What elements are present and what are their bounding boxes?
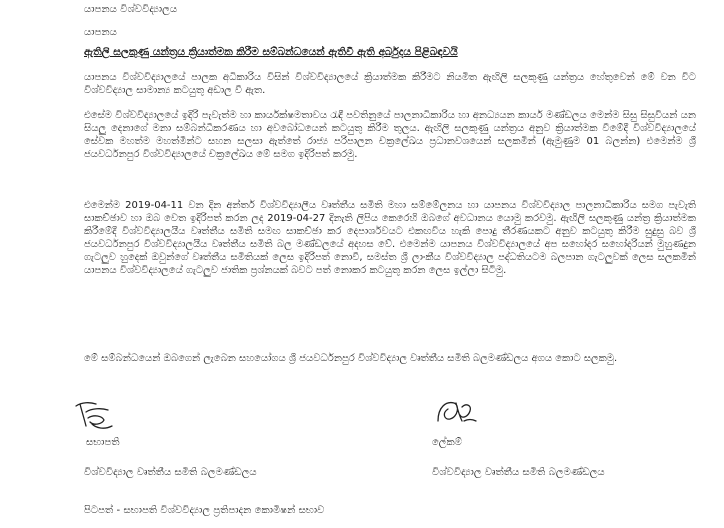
letter-subject: ඇතිලි සලකුණු යන්ත්‍රය ක්‍රියාත්මක කිරීම සම්බන්ධයෙන් ඇතිවී ඇති අර්බුදය පිළිබඳවයි: [84, 46, 458, 58]
paragraph-3: එමෙන්ම 2019-04-11 වන දින අන්තර් විශ්වවිද්‍යාලීය වෘත්තීය සමිති මහා සම්මේලනය හා යාපනය විශ්වවිද්‍යාල පාලනාධිකාරිය සමග පැවැති සාකච්ඡාව හා ඔබ වෙත ඉදිරිපත් කරන ලද 2019-04-27 දිනැති ලිපිය කෙරෙහි ඔබගේ අවධානය යොමු කරවමු. ඇඟිලි සලකුණු යන්ත්‍ර ක්‍රියාත්මක කිරීමේදී විශ්වවිද්‍යාලයීය වෘත්තීය සමිති සමඟ සාකච්ඡා කර දෙපාර්ශවයට එකඟවිය හැකි පොදු තීරණයකට අනුව කටයුතු කිරීම සුදුසු බව ශ්‍රී ජයවර්ධනපුර විශ්වවිද්‍යාලයීය වෘත්තීය සමිති බල මණ්ඩලයේ අදහස වේ. එමෙන්ම යාපනය විශ්වවිද්‍යාලයේ අප සහෝදර සහෝදරියන් මුහුණදුන ගැටලුව හුදෙක් ඔවුන්ගේ වෘත්තීය සමිතියක් ලෙස ඉදිරිපත් නොවී, සමස්ත ශ්‍රී ලාංකීය විශ්වවිද්‍යාල පද්ධතියටම බලපාන ගැටලුවක් ලෙස සලකමින් යාපනය විශ්වවිද්‍යාලයේ ගැටලුව ජාතික ප්‍රශ්නයක් බවට පත් නොකර කටයුතු කරන ලෙස ඉල්ලා සිටිමු.: [84, 200, 696, 276]
secretary-signature-image: [432, 397, 480, 427]
recipient-line-2: යාපනය: [84, 27, 117, 38]
paragraph-4: මේ සම්බන්ධයෙන් ඔබගෙන් ලැබෙන සහයෝගය ශ්‍රී ජයවර්ධනපුර විශ්වවිද්‍යාල වෘත්තීය සමිති බලමණ්ඩලය අගය කොට සලකමු.: [84, 353, 618, 364]
copy-to-line: පිටපත් - සභාපති විශ්වවිද්‍යාල ප්‍රතිපාදන කොමිෂන් සභාව: [84, 505, 325, 516]
recipient-line-1: යාපනය විශ්වවිද්‍යාලය: [84, 4, 178, 15]
chairman-signature-image: [72, 398, 120, 434]
secretary-title: ලේකම්: [432, 437, 463, 448]
chairman-title: සභාපති: [86, 437, 120, 448]
secretary-organization: විශ්වවිද්‍යාල වෘත්තීය සමිති බලමණ්ඩලය: [432, 467, 605, 478]
chairman-organization: විශ්වවිද්‍යාල වෘත්තීය සමිති බලමණ්ඩලය: [84, 467, 257, 478]
paragraph-2: එසේම විශ්වවිද්‍යාලයේ ඉදිරි පැවැත්ම හා කාර්යක්ෂමතාවය රැඳී පවතිනුයේ පාලනාධිකාරිය හා අනධ්‍යයන කාර්ය මණ්ඩලය මෙන්ම සිසු සිසුවියන් යන සියලු දෙනාගේ මනා සම්බන්ධීකරණය හා අවබෝධයෙන් කටයුතු කිරීම තුලය. ඇඟිලි සලකුණු යන්ත්‍රය අනුව ක්‍රියාත්මක වීමේදී විශ්වවිද්‍යාලයේ සේවක මහත්ම මහත්මීන්ට සහන සලසා ඇත්තේ රාජ්‍ය පරිපාලන චක්‍රලේඛය ප්‍රධානවශයෙන් සලකමින් (ඇමුණුම 01 බලන්න) එමෙන්ම ශ්‍රී ජයවර්ධනපුර විශ්වවිද්‍යාලයේ චක්‍රලේඛය මේ සමග ඉදිරිපත් කරමු.: [84, 110, 696, 160]
paragraph-1: යාපනය විශ්වවිද්‍යාලයේ පාලක අධිකාරිය විසින් විශ්වවිද්‍යාලයේ ක්‍රියාත්මක කිරීමට නියමිත ඇඟිලි සලකුණු යන්ත්‍රය හේතුවෙන් මේ වන විට විශ්වවිද්‍යාල සාමාන්‍ය කටයුතු අඩාල වී ඇත.: [84, 72, 696, 96]
